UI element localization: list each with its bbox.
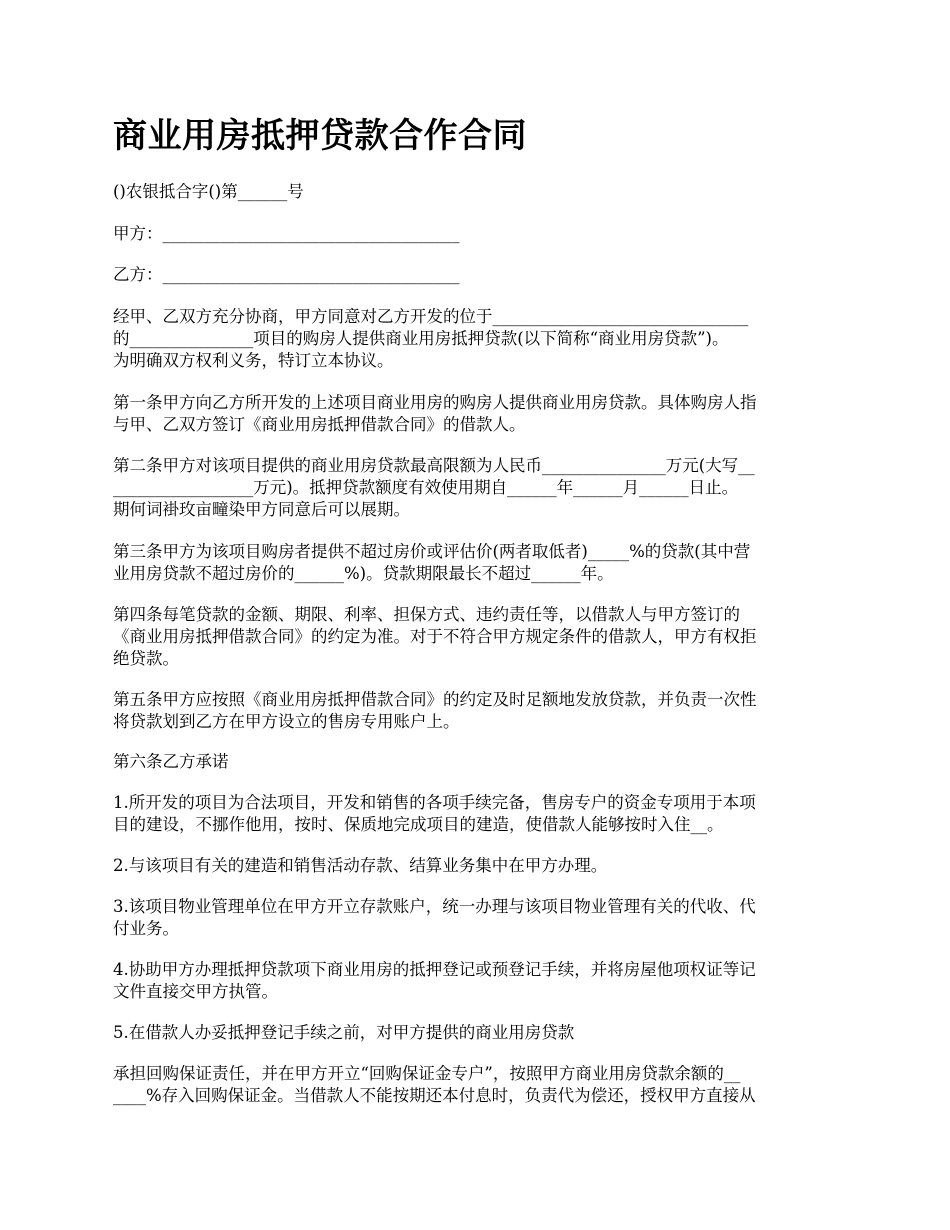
- article-2-line: 第二条甲方对该项目提供的商业用房贷款最高限额为人民币_______________万元(大写__: [113, 456, 755, 475]
- article-2-line: 期何词褂玫亩疃染甲方同意后可以展期。: [113, 500, 410, 519]
- article-5-line: 第五条甲方应按照《商业用房抵押借款合同》的约定及时足额地发放贷款，并负责一次性: [113, 690, 757, 709]
- repurchase-guarantee-line: 承担回购保证责任，并在甲方开立“回购保证金专户”，按照甲方商业用房贷款余额的__: [113, 1064, 741, 1083]
- preamble-line: 经甲、乙双方充分协商，甲方同意对乙方开发的位于_______________________________: [113, 307, 749, 326]
- document-title: 商业用房抵押贷款合作合同: [113, 116, 527, 156]
- article-4-line: 第四条每笔贷款的金额、期限、利率、担保方式、违约责任等，以借款人与甲方签订的: [113, 605, 740, 624]
- article-6-heading: 第六条乙方承诺: [113, 752, 229, 771]
- article-1-line: 第一条甲方向乙方所开发的上述项目商业用房的购房人提供商业用房贷款。具体购房人指: [113, 393, 757, 412]
- commitment-item-1-line: 目的建设，不挪作他用，按时、保质地完成项目的建造，使借款人能够按时入住__。: [113, 815, 724, 834]
- preamble-line: 的_______________项目的购房人提供商业用房抵押贷款(以下简称“商业用房贷款”)。: [113, 329, 729, 348]
- commitment-item-4-line: 文件直接交甲方执管。: [113, 982, 278, 1001]
- commitment-item-3-line: 3.该项目物业管理单位在甲方开立存款账户，统一办理与该项目物业管理有关的代收、代: [113, 897, 756, 916]
- party-b-line: 乙方：____________________________________: [113, 265, 460, 284]
- commitment-item-4-line: 4.协助甲方办理抵押贷款项下商业用房的抵押登记或预登记手续，并将房屋他项权证等记: [113, 960, 756, 979]
- commitment-item-3-line: 付业务。: [113, 919, 179, 938]
- commitment-item-2-line: 2.与该项目有关的建造和销售活动存款、结算业务集中在甲方办理。: [113, 856, 608, 875]
- article-5-line: 将贷款划到乙方在甲方设立的售房专用账户上。: [113, 712, 460, 731]
- article-3-line: 业用房贷款不超过房价的______%)。贷款期限最长不超过______年。: [113, 564, 614, 583]
- contract-number-line: ()农银抵合字()第______号: [113, 182, 304, 201]
- article-4-line: 绝贷款。: [113, 649, 179, 668]
- preamble-line: 为明确双方权利义务，特订立本协议。: [113, 351, 394, 370]
- article-3-line: 第三条甲方为该项目购房者提供不超过房价或评估价(两者取低者)_____%的贷款(其中营: [113, 542, 751, 561]
- commitment-item-5-line: 5.在借款人办妥抵押登记手续之前，对甲方提供的商业用房贷款: [113, 1023, 575, 1042]
- article-2-line: _________________万元)。抵押贷款额度有效使用期自______年______月______日止。: [113, 478, 739, 497]
- article-4-line: 《商业用房抵押借款合同》的约定为准。对于不符合甲方规定条件的借款人，甲方有权拒: [113, 627, 757, 646]
- repurchase-guarantee-line: ____%存入回购保证金。当借款人不能按期还本付息时，负责代为偿还，授权甲方直接从: [113, 1086, 756, 1105]
- party-a-line: 甲方：____________________________________: [113, 224, 460, 243]
- article-1-line: 与甲、乙双方签订《商业用房抵押借款合同》的借款人。: [113, 415, 526, 434]
- commitment-item-1-line: 1.所开发的项目为合法项目，开发和销售的各项手续完备，售房专户的资金专项用于本项: [113, 793, 756, 812]
